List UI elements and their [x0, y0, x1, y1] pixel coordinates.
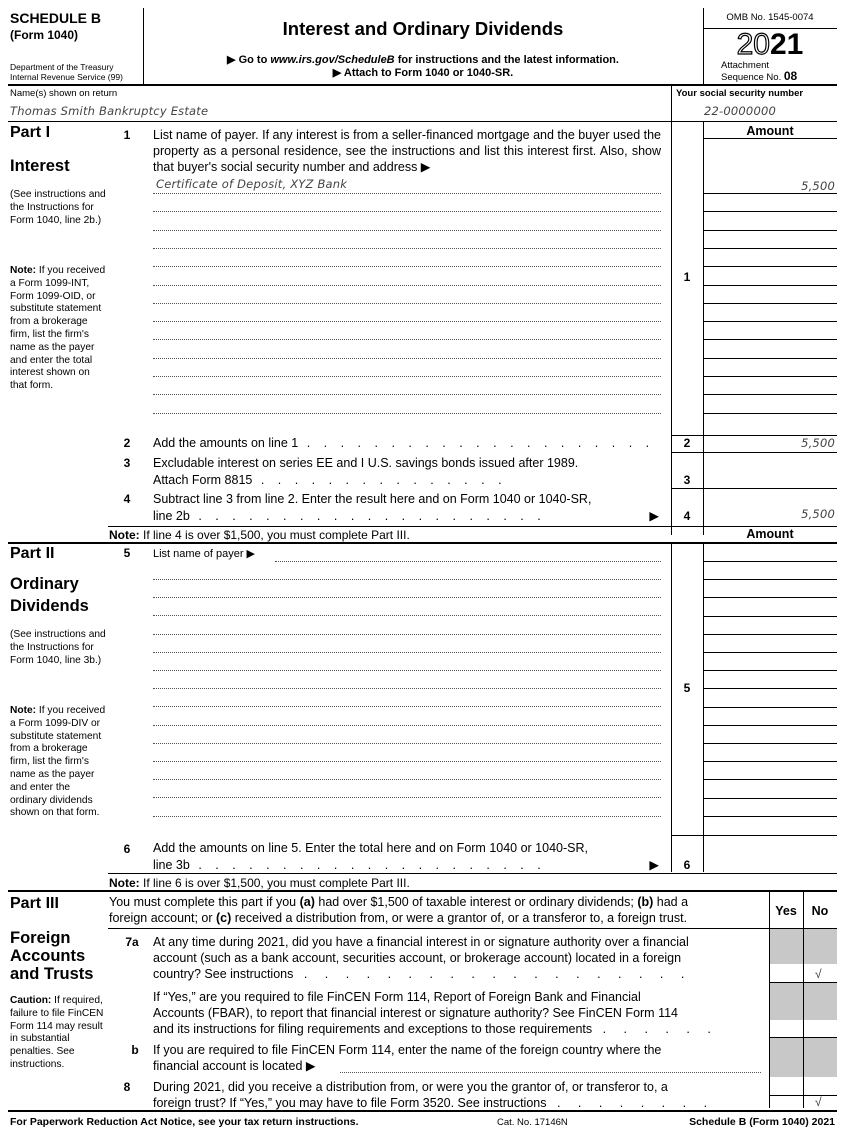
- part2-amount-row-line[interactable]: [703, 652, 837, 653]
- instructions-line-1: ▶ Go to www.irs.gov/ScheduleB for instructions and the latest information.: [227, 54, 619, 66]
- line1-text: List name of payer. If any interest is from a seller-financed mortgage and the buyer used the property as a personal residence, see the instructions and list this interest first. Also, show that buyer's social security number and address ▶: [153, 128, 661, 174]
- part1-amount-row-line[interactable]: [703, 321, 837, 322]
- line1-number: 1: [123, 128, 131, 142]
- part1-amount-row-line[interactable]: [703, 211, 837, 212]
- line4-amount[interactable]: 5,500: [801, 507, 835, 521]
- line8-text-2: foreign trust? If “Yes,” you may have to file Form 3520. See instructions . . . . . . . .: [153, 1096, 715, 1110]
- part2-payer-row-line[interactable]: [153, 579, 661, 580]
- part2-note: Note: If you received a Form 1099-DIV or substitute statement from a brokerage firm, list the firm's name as the payer and enter the ordinary dividends shown on that form.: [10, 705, 106, 819]
- part2-payer-row-line[interactable]: [153, 615, 661, 616]
- part1-amount-row-line[interactable]: [703, 285, 837, 286]
- line5-number: 5: [123, 546, 131, 560]
- part2-payer-row-line[interactable]: [153, 706, 661, 707]
- form-name: SCHEDULE B: [10, 10, 102, 26]
- part2-payer-row-line[interactable]: [153, 725, 661, 726]
- part1-amount-row-line[interactable]: [703, 230, 837, 231]
- form-title: Interest and Ordinary Dividends: [282, 18, 564, 39]
- line7a-no-check[interactable]: √: [815, 967, 822, 981]
- part1-payer-row-line[interactable]: [153, 358, 661, 359]
- part1-payer-row-line[interactable]: [153, 303, 661, 304]
- part1-payer-row-line[interactable]: [153, 339, 661, 340]
- part1-note: Note: If you received a Form 1099-INT, Form 1099-OID, or substitute statement from a brokerage firm, list the firm's name as the payer and enter the total interest shown on that form.: [10, 265, 106, 392]
- line2-amount[interactable]: 5,500: [801, 436, 835, 450]
- part3-intro-2: foreign account; or (c) received a distribution from, or were a grantor of, or a transferor to, a foreign trust.: [109, 911, 688, 925]
- line7a-number: 7a: [125, 935, 139, 949]
- line7a-text-3: country? See instructions . . . . . . . . . . . . . . . . . . .: [153, 967, 692, 981]
- sequence-label: Sequence No. 08: [721, 69, 798, 83]
- part2-amount-row-line[interactable]: [703, 707, 837, 708]
- payer-amount[interactable]: 5,500: [801, 179, 835, 193]
- part1-amount-row-line[interactable]: [703, 303, 837, 304]
- line1-box-label: 1: [683, 270, 691, 284]
- line2-number: 2: [123, 436, 131, 450]
- line6-box-label: 6: [683, 858, 691, 872]
- irs-label: Internal Revenue Service (99): [10, 72, 123, 82]
- line3-text-a: Excludable interest on series EE and I U.S. savings bonds issued after 1989.: [153, 456, 579, 470]
- part1-payer-row-line[interactable]: [153, 394, 661, 395]
- part2-label: Part II: [10, 545, 55, 562]
- part2-amount-header: Amount: [746, 527, 794, 541]
- part3-intro-1: You must complete this part if you (a) had over $1,500 of taxable interest or ordinary dividends; (b) had a: [109, 895, 689, 909]
- tax-year: 2021: [736, 28, 804, 61]
- line8-text-1: During 2021, did you receive a distribution from, or were you the grantor of, or transferor to, a: [153, 1080, 668, 1094]
- line7b-text-1: If you are required to file FinCEN Form 114, enter the name of the foreign country where the: [153, 1043, 662, 1057]
- ssn-label: Your social security number: [676, 88, 804, 99]
- part2-amount-row-line[interactable]: [703, 743, 837, 744]
- line8-no-check[interactable]: √: [815, 1095, 822, 1109]
- part2-payer-row-line[interactable]: [153, 670, 661, 671]
- part3-label: Part III: [10, 895, 59, 912]
- line3-text-b: Attach Form 8815 . . . . . . . . . . . . . . .: [153, 473, 507, 487]
- part1-amount-row-line[interactable]: [703, 358, 837, 359]
- part2-amount-row-line[interactable]: [703, 561, 837, 562]
- part2-payer-row-line[interactable]: [153, 743, 661, 744]
- line7a-text-2: account (such as a bank account, securities account, or brokerage account) located in a foreign: [153, 951, 682, 965]
- part3-title-3: and Trusts: [10, 965, 94, 983]
- part1-amount-row-line[interactable]: [703, 266, 837, 267]
- part1-payer-row-line[interactable]: [153, 230, 661, 231]
- yes-header: Yes: [775, 904, 797, 918]
- part1-payer-row-line[interactable]: [153, 321, 661, 322]
- line4-number: 4: [123, 492, 131, 506]
- line7b-text-2: financial account is located ▶: [153, 1059, 316, 1073]
- form-sub: (Form 1040): [10, 28, 79, 42]
- part2-amount-row-line[interactable]: [703, 616, 837, 617]
- payer-name[interactable]: Certificate of Deposit, XYZ Bank: [156, 177, 348, 191]
- part2-payer-row-line[interactable]: [153, 634, 661, 635]
- part2-amount-row-line[interactable]: [703, 688, 837, 689]
- part2-payer-row-line[interactable]: [153, 652, 661, 653]
- part2-amount-row-line[interactable]: [703, 779, 837, 780]
- part2-note2: Note: If line 6 is over $1,500, you must complete Part III.: [109, 876, 410, 890]
- part2-amount-row-line[interactable]: [703, 798, 837, 799]
- line3-box-label: 3: [683, 473, 691, 487]
- line6-text-b: line 3b . . . . . . . . . . . . . . . . . . . . . ▶: [153, 858, 659, 872]
- part2-amount-row-line[interactable]: [703, 816, 837, 817]
- line7b-number: b: [131, 1043, 139, 1057]
- line7a-b-text-1: If “Yes,” are you required to file FinCEN Form 114, Report of Foreign Bank and Financial: [153, 990, 641, 1004]
- part2-payer-row-line[interactable]: [153, 779, 661, 780]
- part1-payer-row-line[interactable]: [153, 413, 661, 414]
- part2-payer-row-line[interactable]: [153, 797, 661, 798]
- line6-number: 6: [123, 842, 131, 856]
- part1-amount-row-line[interactable]: [703, 394, 837, 395]
- part2-title-1: Ordinary: [10, 575, 79, 593]
- part2-payer-row-line[interactable]: [153, 761, 661, 762]
- line2-text: Add the amounts on line 1 . . . . . . . . . . . . . . . . . . . . .: [153, 436, 655, 450]
- part2-amount-row-line[interactable]: [703, 634, 837, 635]
- line7a-text-1: At any time during 2021, did you have a financial interest in or signature authority over a financial: [153, 935, 689, 949]
- part3-title-1: Foreign: [10, 929, 71, 947]
- part1-amount-row-line[interactable]: [703, 193, 837, 194]
- part1-payer-row-line[interactable]: [153, 211, 661, 212]
- part1-amount-header: Amount: [746, 124, 794, 138]
- part2-title-2: Dividends: [10, 597, 89, 615]
- line4-text-b: line 2b . . . . . . . . . . . . . . . . . . . . . ▶: [153, 509, 659, 523]
- footer-notice: For Paperwork Reduction Act Notice, see your tax return instructions.: [10, 1116, 359, 1128]
- part2-payer-row-line[interactable]: [153, 688, 661, 689]
- footer-cat-no: Cat. No. 17146N: [497, 1117, 568, 1128]
- part2-amount-row-line[interactable]: [703, 761, 837, 762]
- part2-amount-row-line[interactable]: [703, 579, 837, 580]
- part1-amount-row-line[interactable]: [703, 376, 837, 377]
- part1-title: Interest: [10, 157, 70, 175]
- part1-payer-row-line[interactable]: [153, 193, 661, 194]
- line5-text: List name of payer ▶: [153, 548, 256, 560]
- line8-number: 8: [123, 1080, 131, 1094]
- part1-side-note: (See instructions and the Instructions for Form 1040, line 2b.): [10, 189, 106, 226]
- part2-amount-row-line[interactable]: [703, 597, 837, 598]
- schedule-b-url[interactable]: www.irs.gov/ScheduleB: [270, 54, 395, 66]
- part2-amount-row-line[interactable]: [703, 670, 837, 671]
- part1-payer-row-line[interactable]: [153, 248, 661, 249]
- part2-payer-row-line[interactable]: [153, 816, 661, 817]
- part1-amount-row-line[interactable]: [703, 413, 837, 414]
- name-label: Name(s) shown on return: [10, 88, 118, 99]
- footer-form-ref: Schedule B (Form 1040) 2021: [689, 1116, 835, 1128]
- line4-text-a: Subtract line 3 from line 2. Enter the result here and on Form 1040 or 1040-SR,: [153, 492, 592, 506]
- part2-amount-row-line[interactable]: [703, 725, 837, 726]
- part2-side-note: (See instructions and the Instructions for Form 1040, line 3b.): [10, 629, 106, 666]
- part2-payer-row-line[interactable]: [153, 597, 661, 598]
- part3-title-2: Accounts: [10, 947, 86, 965]
- taxpayer-name[interactable]: Thomas Smith Bankruptcy Estate: [10, 104, 209, 118]
- part1-payer-row-line[interactable]: [153, 285, 661, 286]
- line5-box-label: 5: [683, 681, 691, 695]
- line3-number: 3: [123, 456, 131, 470]
- omb-number: OMB No. 1545-0074: [726, 12, 814, 23]
- line7a-b-text-2: Accounts (FBAR), to report that financial interest or signature authority? See FinCEN Form 114: [153, 1006, 678, 1020]
- line4-box-label: 4: [683, 509, 691, 523]
- part1-amount-row-line[interactable]: [703, 248, 837, 249]
- part1-note2: Note: If line 4 is over $1,500, you must complete Part III.: [109, 528, 410, 542]
- line2-box-label: 2: [683, 436, 691, 450]
- instructions-line-2: ▶ Attach to Form 1040 or 1040-SR.: [332, 67, 514, 79]
- part1-payer-row-line[interactable]: [153, 376, 661, 377]
- part1-label: Part I: [10, 124, 51, 141]
- dept-label: Department of the Treasury: [10, 62, 114, 72]
- line7a-b-text-3: and its instructions for filing requirements and exceptions to those requirements . . . . . .: [153, 1022, 718, 1036]
- attachment-label: Attachment: [721, 60, 770, 71]
- part1-amount-row-line[interactable]: [703, 339, 837, 340]
- part1-payer-row-line[interactable]: [153, 266, 661, 267]
- ssn-value[interactable]: 22-0000000: [704, 104, 776, 118]
- no-header: No: [811, 904, 829, 918]
- line6-text-a: Add the amounts on line 5. Enter the total here and on Form 1040 or 1040-SR,: [153, 841, 588, 855]
- part3-caution: Caution: If required, failure to file FinCEN Form 114 may result in substantial penalties. See instructions.: [10, 995, 104, 1070]
